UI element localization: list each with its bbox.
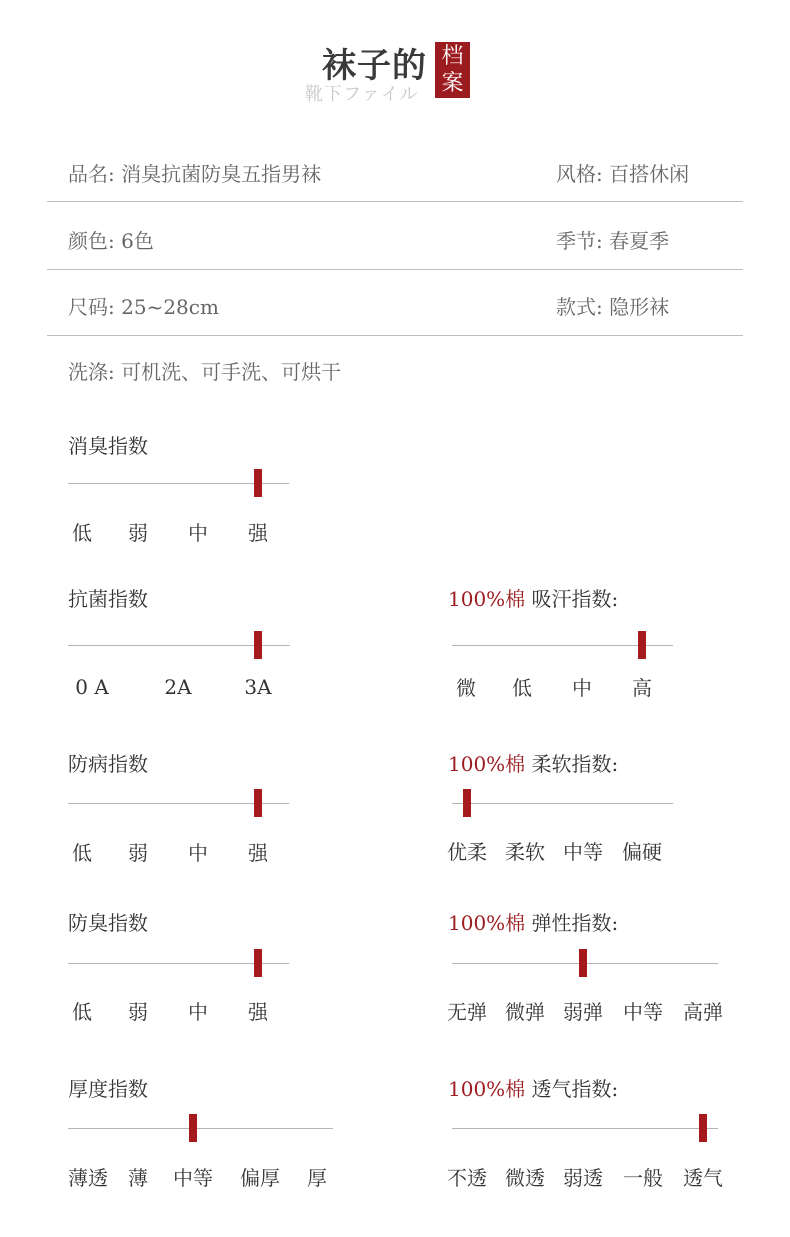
divider <box>47 201 743 202</box>
index-track <box>452 1128 718 1129</box>
info-color <box>68 225 154 254</box>
index-title-text: 抗菌指数 <box>68 587 148 611</box>
index-title <box>68 430 148 459</box>
info-style <box>556 158 689 187</box>
info-label: 季节: <box>556 229 603 253</box>
info-value: 百搭休闲 <box>609 162 690 186</box>
index-level-marker <box>699 1114 707 1142</box>
index-level-label: 弱 <box>128 1000 148 1024</box>
index-level-label: 微透 <box>505 1166 545 1190</box>
index-level-label: 厚 <box>307 1166 327 1190</box>
index-level-label: 中 <box>188 841 208 865</box>
index-title-text: 防臭指数 <box>68 911 148 935</box>
index-title-text: 厚度指数 <box>68 1077 148 1101</box>
index-level-label: 弱 <box>128 521 148 545</box>
index-level-marker <box>579 949 587 977</box>
index-title-text: 弹性指数: <box>531 911 619 935</box>
index-level-label: 偏硬 <box>622 840 662 864</box>
info-label: 风格: <box>556 162 603 186</box>
index-level-label: 优柔 <box>447 840 487 864</box>
info-value: 6色 <box>121 229 154 253</box>
index-title-text: 吸汗指数: <box>531 587 619 611</box>
index-level-label: 中等 <box>173 1166 213 1190</box>
info-label: 款式: <box>556 295 603 319</box>
info-label: 尺码: <box>68 295 115 319</box>
index-level-label: 薄 <box>128 1166 148 1190</box>
index-title-prefix: 100%棉 <box>448 1077 526 1101</box>
index-level-marker <box>254 469 262 497</box>
index-title-text: 防病指数 <box>68 752 148 776</box>
index-level-label: 中等 <box>563 840 603 864</box>
index-title-prefix: 100%棉 <box>448 911 526 935</box>
index-title <box>68 1073 148 1102</box>
index-level-marker <box>254 631 262 659</box>
index-level-label: 低 <box>72 1000 92 1024</box>
index-level-label: 低 <box>512 676 532 700</box>
index-title <box>68 907 148 936</box>
info-season <box>556 225 669 254</box>
info-wash <box>68 356 341 385</box>
index-level-label: 无弹 <box>447 1000 487 1024</box>
index-level-label: 2A <box>164 675 192 699</box>
page-subtitle: 靴下ファイル <box>305 84 419 105</box>
index-title <box>448 748 618 777</box>
index-level-label: 高 <box>632 676 652 700</box>
seal-stamp <box>435 42 470 98</box>
index-title-text: 消臭指数 <box>68 434 148 458</box>
info-type <box>556 291 669 320</box>
index-level-label: 中等 <box>623 1000 663 1024</box>
index-title-prefix: 100%棉 <box>448 752 526 776</box>
info-label: 洗涤: <box>68 360 115 384</box>
info-name <box>68 158 321 187</box>
info-label: 品名: <box>68 162 115 186</box>
index-title-text: 柔软指数: <box>531 752 619 776</box>
index-level-label: 柔软 <box>505 840 545 864</box>
index-level-label: 低 <box>72 521 92 545</box>
index-title <box>68 748 148 777</box>
index-track <box>68 1128 333 1129</box>
info-value: 可机洗、可手洗、可烘干 <box>121 360 342 384</box>
index-level-marker <box>189 1114 197 1142</box>
index-level-label: 微 <box>456 676 476 700</box>
index-level-label: 0 A <box>75 675 109 699</box>
index-level-label: 中 <box>188 521 208 545</box>
index-level-label: 3A <box>244 675 272 699</box>
index-title <box>448 1073 618 1102</box>
index-level-label: 中 <box>188 1000 208 1024</box>
index-level-label: 一般 <box>623 1166 663 1190</box>
info-value: 隐形袜 <box>609 295 670 319</box>
info-value: 消臭抗菌防臭五指男袜 <box>121 162 322 186</box>
index-level-label: 强 <box>248 1000 268 1024</box>
stamp-char: 档 <box>441 44 464 69</box>
index-title <box>448 907 618 936</box>
info-value: 春夏季 <box>609 229 670 253</box>
divider <box>47 335 743 336</box>
index-level-label: 弱 <box>128 841 148 865</box>
index-level-marker <box>254 789 262 817</box>
index-level-label: 高弹 <box>683 1000 723 1024</box>
index-level-label: 弱弹 <box>563 1000 603 1024</box>
info-value: 25~28cm <box>121 295 219 319</box>
index-level-marker <box>254 949 262 977</box>
index-title-text: 透气指数: <box>531 1077 619 1101</box>
index-level-label: 中 <box>572 676 592 700</box>
divider <box>47 269 743 270</box>
index-level-label: 强 <box>248 841 268 865</box>
page-title: 袜子的 <box>322 46 427 86</box>
index-track <box>452 803 673 804</box>
index-level-label: 弱透 <box>563 1166 603 1190</box>
index-level-label: 强 <box>248 521 268 545</box>
index-level-label: 微弹 <box>505 1000 545 1024</box>
stamp-char: 案 <box>441 71 464 96</box>
index-level-label: 薄透 <box>68 1166 108 1190</box>
index-level-label: 不透 <box>447 1166 487 1190</box>
index-level-marker <box>463 789 471 817</box>
index-level-marker <box>638 631 646 659</box>
index-title-prefix: 100%棉 <box>448 587 526 611</box>
index-level-label: 偏厚 <box>240 1166 280 1190</box>
index-title <box>68 583 148 612</box>
info-size <box>68 291 219 320</box>
index-level-label: 低 <box>72 841 92 865</box>
index-title <box>448 583 618 612</box>
index-level-label: 透气 <box>683 1166 723 1190</box>
info-label: 颜色: <box>68 229 115 253</box>
